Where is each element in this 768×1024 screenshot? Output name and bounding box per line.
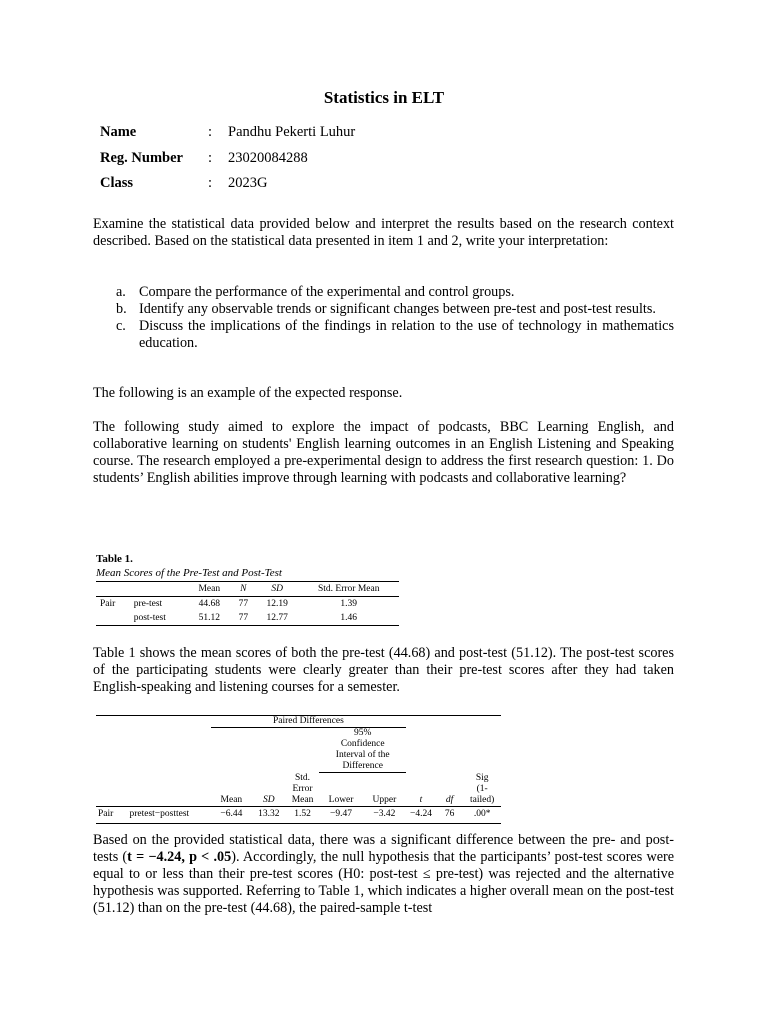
column-header: N — [231, 582, 256, 597]
table-cell: 76 — [436, 806, 463, 823]
column-header — [286, 773, 320, 807]
table-header-row — [96, 728, 501, 773]
table-row — [96, 597, 399, 612]
statistic-result: t = −4.24, p < .05 — [127, 849, 232, 865]
list-item — [116, 284, 674, 301]
table-2-grid — [96, 715, 501, 824]
table-cell: .00* — [463, 806, 501, 823]
page-title: Statistics in ELT — [323, 88, 445, 107]
list-text: Identify any observable trends or significant changes between pre-test and post-test results. — [139, 301, 656, 317]
conclusion-text: ). Accordingly, the null hypothesis that the participants’ post-test scores were equal to or less than their pre-test scores (H0: post-test ≤ pre-test) was rejected and the alternative hypothesis was supported. Referring to Table 1, which indicates a higher overall mean on the post-test (51.12) than on the pre-test (44.68), the paired-sample t-test — [93, 849, 675, 916]
table-cell: 77 — [238, 599, 249, 609]
list-marker: b. — [116, 301, 127, 317]
info-label: Reg. Number — [100, 150, 183, 166]
table-subtitle: Mean Scores of the Pre-Test and Post-Test — [96, 567, 282, 579]
list-text: Discuss the implications of the findings in relation to the use of technology in mathematics education. — [139, 318, 674, 351]
header-line: 95% — [354, 728, 372, 738]
column-header: Paired Differences — [211, 716, 406, 728]
column-header — [319, 728, 406, 773]
column-header — [463, 773, 501, 807]
column-header: Mean — [188, 582, 231, 597]
table-1-grid — [96, 581, 399, 626]
table-cell: −9.47 — [319, 806, 362, 823]
conclusion-text: Based on the provided statistical data, there was a significant difference between the pre- and post-tests ( — [93, 832, 674, 865]
table-row — [96, 611, 399, 626]
table-2 — [96, 715, 501, 824]
conclusion-paragraph — [93, 832, 674, 917]
header-line: tailed) — [470, 794, 495, 805]
header-line: Std. — [294, 772, 311, 783]
table-cell: post-test — [130, 611, 188, 626]
info-label: Class — [100, 175, 134, 191]
table-cell: −4.24 — [406, 806, 436, 823]
table-cell: 13.32 — [252, 806, 286, 823]
header-line: (1- — [476, 783, 488, 794]
list-item — [116, 301, 674, 318]
table-cell: 51.12 — [188, 611, 231, 626]
example-line: The following is an example of the expected response. — [93, 385, 403, 401]
info-label: Name — [100, 124, 137, 140]
info-value: 23020084288 — [228, 150, 308, 166]
table-row — [96, 806, 501, 823]
table-cell: 44.68 — [198, 599, 220, 609]
table-cell: pretest−posttest — [127, 806, 210, 823]
table-header-row — [96, 582, 399, 597]
table-cell: 1.52 — [286, 806, 320, 823]
table-cell: 77 — [231, 611, 256, 626]
table-cell: 12.19 — [266, 599, 288, 609]
column-header: df — [436, 773, 463, 807]
header-line: Sig — [475, 772, 489, 783]
list-text: Compare the performance of the experimental and control groups. — [139, 284, 515, 300]
table-cell: pre-test — [133, 599, 163, 609]
table-cell: −3.42 — [363, 806, 406, 823]
table-cell: 1.46 — [298, 611, 399, 626]
header-line: Confidence — [340, 739, 385, 749]
table-cell: −6.44 — [211, 806, 252, 823]
column-header: Lower — [319, 773, 362, 807]
list-item — [116, 318, 674, 352]
study-paragraph: The following study aimed to explore the impact of podcasts, BBC Learning English, and collaborative learning on students' English learning outcomes in an English Listening and Speaking course. The research employed a pre-experimental design to address the first research question: 1. Do students’ English abilities improve through learning with podcasts and collaborative learning? — [93, 419, 674, 486]
table-header-row — [96, 773, 501, 807]
table1-paragraph: Table 1 shows the mean scores of both the pre-test (44.68) and post-test (51.12). The post-test scores of the participating students were clearly greater than their pre-test scores after they had taken English-speaking and listening courses for a semester. — [93, 645, 674, 695]
column-header: SD — [252, 773, 286, 807]
table-header-row — [96, 716, 501, 728]
table-cell: Pair — [96, 806, 127, 823]
column-header: Mean — [211, 773, 252, 807]
header-line: Interval of the — [335, 750, 390, 760]
info-value: 2023G — [228, 175, 268, 191]
header-line: Difference — [342, 761, 383, 771]
column-header: SD — [256, 582, 298, 597]
list-marker: a. — [116, 284, 126, 300]
table-cell: 1.39 — [340, 599, 358, 609]
table-caption: Table 1. — [96, 553, 133, 565]
info-colon: : — [208, 124, 213, 140]
info-value: Pandhu Pekerti Luhur — [228, 124, 356, 140]
table-1 — [96, 553, 401, 626]
header-line: Error — [292, 783, 313, 794]
table-cell: Pair — [100, 599, 116, 609]
column-header: Std. Error Mean — [298, 582, 399, 597]
list-marker: c. — [116, 318, 126, 334]
info-colon: : — [208, 150, 213, 166]
header-line: Mean — [291, 794, 314, 805]
task-list — [116, 284, 674, 352]
column-header: Upper — [363, 773, 406, 807]
table-cell: 12.77 — [256, 611, 298, 626]
intro-paragraph: Examine the statistical data provided below and interpret the results based on the research context described. Based on the statistical data presented in item 1 and 2, write your interpretation: — [93, 216, 674, 249]
column-header: t — [406, 773, 436, 807]
info-colon: : — [208, 175, 213, 191]
